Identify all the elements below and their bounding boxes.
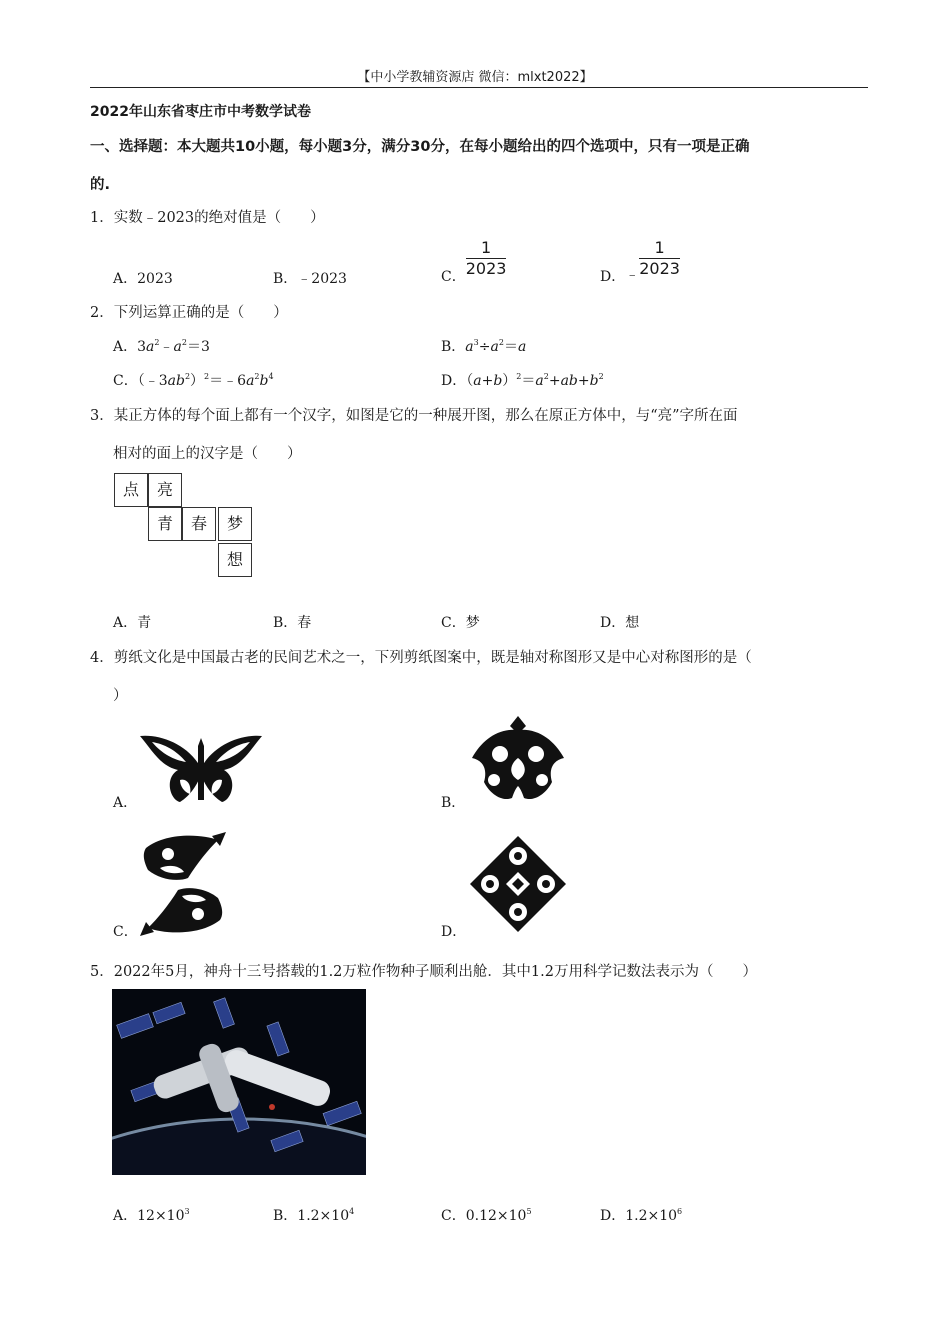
net-cell-xiang: 想 bbox=[218, 543, 252, 577]
q4-option-b-label: B． bbox=[441, 795, 466, 811]
q3-option-a: A．青 bbox=[113, 615, 152, 631]
space-station-image bbox=[112, 989, 366, 1175]
q1-option-c: C． $\frac{1}{2023}$ bbox=[441, 238, 507, 285]
q2-option-a: A．$3a^2﹣a^2=3$ bbox=[113, 338, 210, 355]
q3-stem-line1: 3．某正方体的每个面上都有一个汉字，如图是它的一种展开图，那么在原正方体中，与“亮”字所在面 bbox=[90, 408, 738, 424]
q3-stem-line2: 相对的面上的汉字是（ ） bbox=[113, 446, 302, 462]
net-cell-liang: 亮 bbox=[148, 473, 182, 507]
q5-option-d: D．$1.2\times 10^6$ bbox=[600, 1207, 683, 1224]
q4-stem-line2: ） bbox=[113, 688, 128, 704]
diamond-papercut-icon bbox=[468, 834, 568, 934]
page-header: 【中小学教辅资源店 微信：mlxt2022】 bbox=[357, 70, 593, 85]
q3-option-d: D．想 bbox=[600, 615, 640, 631]
net-cell-dian: 点 bbox=[114, 473, 148, 507]
q4-option-c-label: C． bbox=[113, 924, 138, 940]
q5-option-b: B．$1.2\times 10^4$ bbox=[273, 1207, 355, 1224]
exam-title: 2022年山东省枣庄市中考数学试卷 bbox=[90, 104, 311, 120]
q3-option-c: C．梦 bbox=[441, 615, 480, 631]
fish-papercut-icon bbox=[138, 832, 228, 936]
section-heading-line1: 一、选择题：本大题共10小题，每小题3分，满分30分，在每小题给出的四个选项中，只有一项是正确 bbox=[90, 139, 750, 155]
net-cell-chun: 春 bbox=[182, 507, 216, 541]
q1-stem: 1．实数﹣2023的绝对值是（ ） bbox=[90, 210, 325, 226]
q1-option-b: B．﹣2023 bbox=[273, 271, 347, 287]
section-heading-line2: 的. bbox=[90, 177, 111, 193]
floral-papercut-icon bbox=[468, 714, 568, 806]
q5-option-c: C．$0.12\times 10^5$ bbox=[441, 1207, 532, 1224]
q1-option-d: D．﹣ $\frac{1}{2023}$ bbox=[600, 238, 680, 285]
q2-stem: 2．下列运算正确的是（ ） bbox=[90, 305, 288, 321]
q4-stem-line1: 4．剪纸文化是中国最古老的民间艺术之一，下列剪纸图案中，既是轴对称图形又是中心对称图形的是（ bbox=[90, 650, 752, 666]
net-cell-meng: 梦 bbox=[218, 507, 252, 541]
fraction: $\frac{1}{2023}$ bbox=[639, 238, 680, 278]
q3-option-b: B．春 bbox=[273, 615, 312, 631]
q5-option-a: A．$12\times 10^3$ bbox=[113, 1207, 190, 1224]
net-cell-qing: 青 bbox=[148, 507, 182, 541]
q2-option-c: C．$(﹣3ab^2)^2=﹣6a^2b^4$ bbox=[113, 372, 274, 389]
butterfly-papercut-icon bbox=[138, 730, 264, 806]
q4-option-a-label: A． bbox=[113, 795, 138, 811]
q4-option-d-label: D． bbox=[441, 924, 467, 940]
q5-stem: 5．2022年5月，神舟十三号搭载的1.2万粒作物种子顺利出舱．其中1.2万用科学记数法表示为（ ） bbox=[90, 964, 757, 980]
header-rule bbox=[90, 87, 868, 88]
q2-option-d: D．$(a+b)^2=a^2+ab+b^2$ bbox=[441, 372, 604, 389]
q1-option-a: A．2023 bbox=[113, 271, 173, 287]
fraction: $\frac{1}{2023}$ bbox=[465, 238, 507, 278]
q2-option-b: B．$a^3\div a^2=a$ bbox=[441, 338, 527, 355]
